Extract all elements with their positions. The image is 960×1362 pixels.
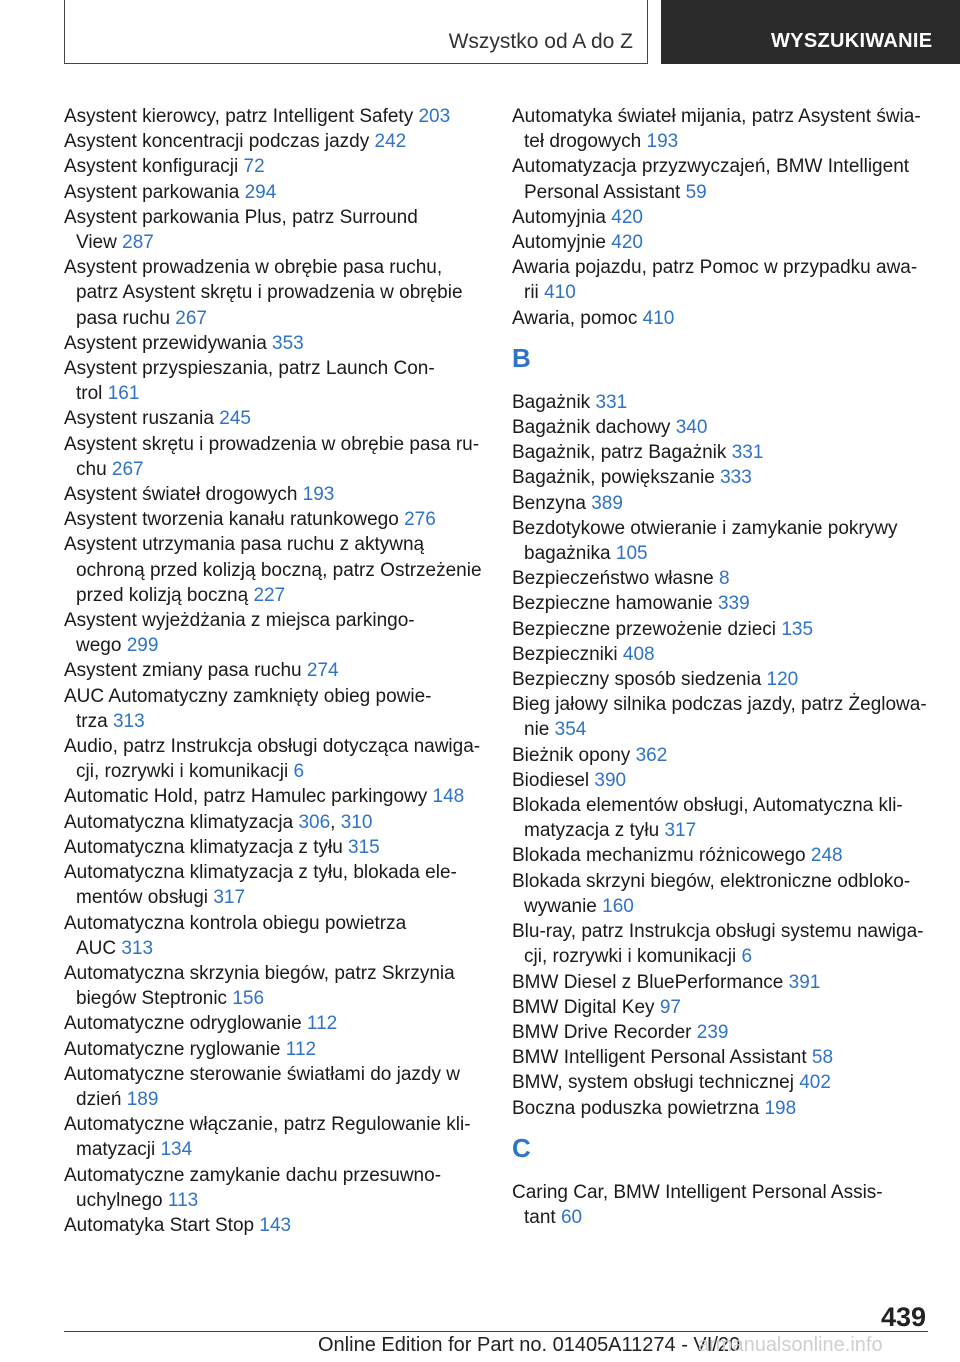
index-entry [512, 642, 932, 667]
index-entry-text: Asystent parkowania Plus, patrz Surround View [64, 206, 418, 254]
index-entry [512, 919, 932, 969]
page-link[interactable]: 193 [646, 131, 679, 153]
index-entry-text: Asystent konfiguracji [64, 156, 239, 178]
index-entry [512, 255, 932, 305]
page-link[interactable]: 72 [243, 156, 265, 178]
index-entry-text: Asystent tworzenia kanału ratunkowego [64, 509, 399, 531]
index-entry-text: Awaria pojazdu, patrz Pomoc w przypadku awa‐ rii [512, 257, 918, 304]
index-entry [64, 860, 484, 910]
page-link[interactable]: 410 [544, 282, 576, 304]
index-entry-text: Asystent wyjeżdżania z miejsca parkingo‐ wego [64, 610, 415, 657]
index-entry-text: Benzyna [512, 492, 586, 514]
index-entry [512, 995, 932, 1020]
index-entry [512, 743, 932, 768]
page-link[interactable]: 267 [111, 458, 144, 480]
index-entry [512, 1020, 932, 1045]
index-entry [64, 255, 484, 331]
index-entry [64, 356, 484, 406]
page-link[interactable]: 143 [259, 1214, 292, 1236]
index-entry [512, 104, 932, 154]
index-entry-text: Boczna poduszka powietrzna [512, 1097, 760, 1119]
index-entry [512, 465, 932, 490]
index-entry-text: Bezpieczne przewożenie dzieci [512, 618, 777, 640]
page-link[interactable]: 313 [112, 710, 145, 732]
index-entry [64, 482, 484, 507]
page-link[interactable]: 203 [418, 106, 451, 127]
index-entry [64, 129, 484, 154]
index-entry-text: Asystent przewidywania [64, 332, 267, 354]
index-entry [64, 1037, 484, 1062]
page-link[interactable]: 299 [126, 635, 159, 657]
index-entry [512, 1045, 932, 1070]
page-link[interactable]: 112 [285, 1038, 317, 1060]
page-link[interactable]: 239 [696, 1021, 729, 1043]
page-link[interactable]: 134 [160, 1139, 193, 1161]
index-entry-text: BMW Diesel z BluePerformance [512, 971, 784, 993]
index-entry [64, 658, 484, 683]
index-entry-text: Automyjnia [512, 206, 606, 228]
page-link[interactable]: 391 [788, 971, 821, 993]
index-entry-text: Bezpieczny sposób siedzenia [512, 669, 762, 691]
index-entry [512, 415, 932, 440]
index-entry-text: Bieżnik opony [512, 744, 631, 766]
index-column-left [64, 104, 484, 1238]
page-link[interactable]: 8 [719, 568, 730, 590]
index-entry [64, 1062, 484, 1112]
index-entry [512, 667, 932, 692]
page-link[interactable]: 198 [764, 1097, 797, 1119]
index-entry-text: Blokada elementów obsługi, Automatyczna kli‐ matyzacja z tyłu [512, 795, 903, 842]
index-entry [512, 768, 932, 793]
index-entry [512, 566, 932, 591]
index-entry [64, 734, 484, 784]
page-link[interactable]: 402 [799, 1072, 831, 1094]
index-entry-text: Awaria, pomoc [512, 307, 638, 329]
section-title: Wszystko od A do Z [448, 30, 633, 53]
index-entry [512, 154, 932, 204]
page-link[interactable]: 331 [595, 391, 628, 413]
page-link[interactable]: 389 [591, 492, 623, 514]
index-entry-text: Blokada mechanizmu różnicowego [512, 845, 806, 867]
index-entry-text: Automatyczne odryglowanie [64, 1013, 302, 1035]
index-entry-text: Automatyzacja przyzwyczajeń, BMW Intelligent Personal Assistant [512, 156, 910, 203]
index-entry-text: Automyjnie [512, 232, 606, 254]
page-link[interactable]: 58 [811, 1047, 834, 1069]
page-link[interactable]: 408 [622, 643, 655, 665]
index-entry [512, 970, 932, 995]
index-entry [512, 793, 932, 843]
index-letter-heading: C [512, 1132, 531, 1163]
page-link[interactable]: 287 [122, 232, 154, 254]
index-entry-text: BMW Drive Recorder [512, 1021, 692, 1043]
footer-divider [64, 1331, 928, 1332]
index-entry: Automatyczna klimatyzacja 306, 310 [64, 811, 373, 833]
index-entry [64, 784, 484, 809]
page-link[interactable]: 193 [302, 484, 335, 506]
index-entry-text: Automatyczne włączanie, patrz Regulowanie kli‐ matyzacji [64, 1114, 471, 1161]
index-entry-text: AUC Automatyczny zamknięty obieg powie‐ trza [64, 685, 432, 732]
page-link[interactable]: 156 [232, 988, 265, 1010]
index-entry-text: Audio, patrz Instrukcja obsługi dotycząca nawiga‐ cji, rozrywki i komunikacji [64, 736, 481, 783]
index-entry [64, 205, 484, 255]
index-entry-text: Asystent skrętu i prowadzenia w obrębie pasa ru‐ chu [64, 433, 480, 480]
index-entry [512, 1070, 932, 1095]
index-entry [512, 440, 932, 465]
page-link[interactable]: 294 [244, 181, 277, 203]
page-link[interactable]: 333 [720, 467, 752, 489]
index-entry-text: Asystent świateł drogowych [64, 484, 298, 506]
index-column-right [512, 104, 932, 1230]
index-entry [64, 1011, 484, 1036]
index-entry-text: Automatyczna kontrola obiegu powietrza AUC [64, 912, 407, 959]
index-entry [64, 432, 484, 482]
index-entry-text: Bagażnik, powiększanie [512, 467, 715, 489]
page-link[interactable]: 306 [298, 811, 331, 833]
index-entry [512, 869, 932, 919]
index-entry-text: Automatyczna klimatyzacja z tyłu [64, 836, 343, 858]
index-entry [64, 406, 484, 431]
index-entry-text: Asystent zmiany pasa ruchu [64, 660, 302, 682]
index-entry [64, 961, 484, 1011]
index-entry [512, 1096, 932, 1121]
page-link[interactable]: 105 [615, 543, 648, 565]
page-link[interactable]: 313 [121, 937, 154, 959]
page-link[interactable]: 274 [306, 660, 339, 682]
index-entry-text: BMW, system obsługi technicznej [512, 1072, 794, 1094]
index-entry-text: Asystent parkowania [64, 181, 240, 203]
index-entry-text: Automatyczne sterowanie światłami do jazdy w dzień [64, 1063, 461, 1110]
index-entry [512, 617, 932, 642]
index-entry [64, 532, 484, 608]
index-entry-text: Bezpieczeństwo własne [512, 568, 714, 590]
index-entry [512, 306, 932, 331]
index-entry-text: Automatic Hold, patrz Hamulec parkingowy [64, 786, 428, 808]
index-entry-text: Bieg jałowy silnika podczas jazdy, patrz Żeglowa‐ nie [512, 694, 927, 741]
page-link[interactable]: 276 [404, 509, 436, 531]
index-entry-text: Blokada skrzyni biegów, elektroniczne odbloko‐ wywanie [512, 870, 911, 917]
page-number: 439 [880, 1302, 926, 1332]
index-entry-text: Automatyka świateł mijania, patrz Asystent świa‐ teł drogowych [512, 106, 921, 153]
index-entry [64, 331, 484, 356]
page-link[interactable]: 227 [253, 584, 286, 606]
index-entry-text: Automatyczna klimatyzacja z tyłu, blokada ele‐ mentów obsługi [64, 862, 457, 909]
page-link[interactable]: 353 [272, 332, 304, 354]
page-link[interactable]: 390 [594, 769, 627, 791]
page-link[interactable]: 317 [664, 820, 697, 842]
index-entry [512, 205, 932, 230]
index-entry [64, 1163, 484, 1213]
index-entry [64, 154, 484, 179]
watermark-text: armanualsonline.info [698, 1334, 883, 1356]
index-entry [512, 692, 932, 742]
index-entry-text: Automatyczna klimatyzacja [64, 811, 294, 833]
index-entry-text: Asystent kierowcy, patrz Intelligent Safety [64, 106, 414, 127]
index-entry [512, 591, 932, 616]
page-link[interactable]: 339 [717, 593, 750, 615]
index-entry-text: Automatyczna skrzynia biegów, patrz Skrzynia biegów Steptronic [64, 962, 455, 1010]
page-link[interactable]: 267 [175, 307, 207, 329]
index-entry [64, 684, 484, 734]
index-entry-text: Automatyczne ryglowanie [64, 1038, 281, 1060]
index-entry-text: Bagażnik, patrz Bagażnik [512, 442, 727, 464]
search-tab[interactable] [661, 0, 960, 64]
index-entry-text: Bezpieczniki [512, 643, 618, 665]
page-link[interactable]: 135 [781, 618, 814, 640]
index-entry [64, 911, 484, 961]
index-entry-text: Asystent prowadzenia w obrębie pasa ruchu, patrz Asystent skrętu i prowadzenia w obrębie pasa ruchu [64, 257, 463, 329]
index-entry [512, 843, 932, 868]
index-entry [512, 491, 932, 516]
index-entry [64, 1112, 484, 1162]
page-link[interactable]: 331 [731, 442, 764, 464]
page-link[interactable]: 160 [602, 895, 634, 917]
page-link[interactable]: 189 [126, 1088, 159, 1110]
index-entry-text: Bagażnik dachowy [512, 417, 671, 439]
index-entry [64, 835, 484, 860]
index-entry [64, 608, 484, 658]
search-tab-label: WYSZUKIWANIE [771, 30, 933, 52]
page-link[interactable]: 315 [348, 836, 380, 858]
index-entry-text: Bagażnik [512, 391, 591, 413]
page-link[interactable]: 317 [213, 887, 246, 909]
index-entry [512, 230, 932, 255]
index-entry [512, 516, 932, 566]
index-entry-text: Automatyczne zamykanie dachu przesuwno- uchylnego [64, 1164, 442, 1211]
index-entry-text: Automatyka Start Stop [64, 1214, 255, 1236]
index-entry-text: Bezpieczne hamowanie [512, 593, 713, 615]
index-entry-text: Blu-ray, patrz Instrukcja obsługi systemu nawiga‐ cji, rozrywki i komunikacji [512, 921, 924, 968]
index-entry [64, 1213, 484, 1238]
index-entry [512, 390, 932, 415]
index-entry-text: BMW Intelligent Personal Assistant [512, 1047, 807, 1069]
index-entry [64, 180, 484, 205]
page-link[interactable]: 242 [374, 131, 407, 153]
page-link[interactable]: 112 [306, 1013, 338, 1035]
page-link[interactable]: 245 [219, 408, 251, 430]
page-link[interactable]: 420 [611, 206, 643, 228]
index-entry-text: Asystent utrzymania pasa ruchu z aktywną ochroną przed kolizją boczną, patrz Ostrzeżenie przed kolizją boczną [64, 534, 482, 606]
index-entry [64, 507, 484, 532]
index-entry-text: Asystent ruszania [64, 408, 214, 430]
page-link[interactable]: 113 [167, 1189, 199, 1211]
page-link[interactable]: 148 [432, 786, 465, 808]
page-link[interactable]: 340 [675, 417, 708, 439]
page-link[interactable]: 410 [642, 307, 675, 329]
page-link[interactable]: 97 [659, 996, 681, 1018]
index-entry-text: Asystent koncentracji podczas jazdy [64, 131, 370, 153]
index-entry-text: Asystent przyspieszania, patrz Launch Con‐ trol [64, 358, 435, 405]
index-letter-heading: B [512, 342, 531, 373]
page-link[interactable]: 310 [340, 811, 373, 833]
index-entry-text: Bezdotykowe otwieranie i zamykanie pokrywy bagażnika [512, 517, 898, 565]
index-entry [64, 104, 484, 129]
index-entry-text: BMW Digital Key [512, 996, 655, 1018]
index-entry-text: Biodiesel [512, 769, 590, 791]
edition-text: Online Edition for Part no. 01405A11274 - VI/20 [318, 1334, 741, 1356]
page-link[interactable]: 120 [766, 669, 799, 691]
index-entry [512, 1180, 932, 1230]
page-link[interactable]: 420 [611, 232, 643, 254]
index-entry-text: Caring Car, BMW Intelligent Personal Assis‐ tant [512, 1181, 883, 1228]
page-link[interactable]: 362 [635, 744, 668, 766]
page-link[interactable]: 248 [810, 845, 843, 867]
header-section-box [64, 0, 648, 64]
page-link[interactable]: 6 [293, 761, 305, 783]
page-link[interactable]: 161 [107, 383, 140, 405]
page-link[interactable]: 59 [685, 181, 707, 203]
page-link[interactable]: 60 [560, 1206, 583, 1228]
page-link[interactable]: 6 [741, 946, 753, 968]
page-link[interactable]: 354 [554, 719, 587, 741]
